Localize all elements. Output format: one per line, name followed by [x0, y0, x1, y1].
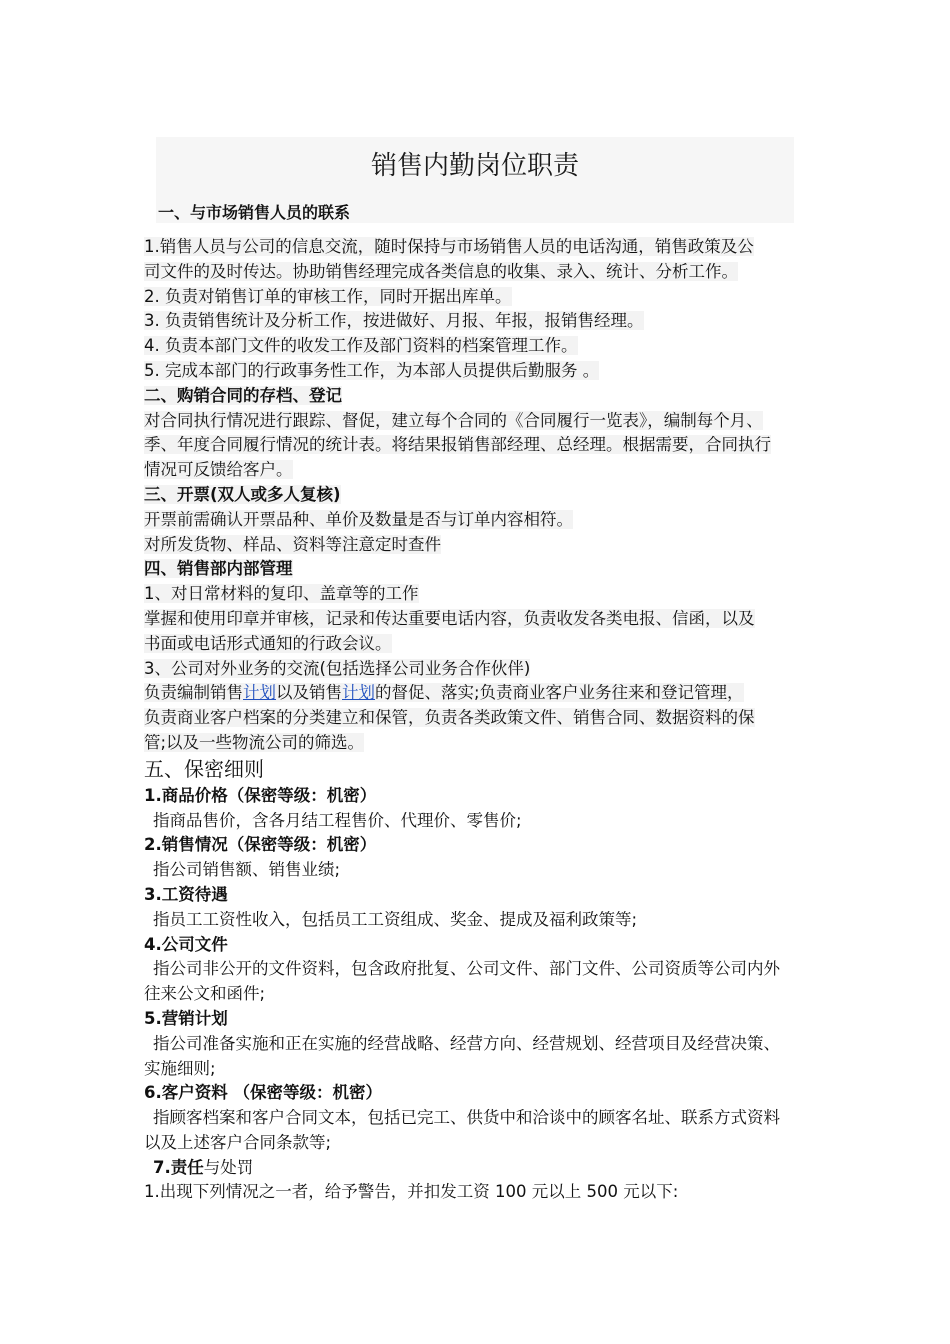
paragraph-line: 3. 负责销售统计及分析工作，按进做好、月报、年报，报销售经理。 — [144, 311, 644, 331]
paragraph-line: 季、年度合同履行情况的统计表。将结果报销售部经理、总经理。根据需要，合同执行 — [144, 435, 771, 455]
item-description: 以及上述客户合同条款等; — [144, 1132, 332, 1152]
item-description: 指商品售价，含各月结工程售价、代理价、零售价; — [153, 810, 522, 830]
title-block — [156, 137, 794, 223]
item-title: 6.客户资料 （保密等级：机密） — [144, 1083, 382, 1103]
item-description: 指公司准备实施和正在实施的经营战略、经营方向、经营规划、经营项目及经营决策、 — [153, 1033, 780, 1053]
item-title: 1.商品价格（保密等级：机密） — [144, 785, 377, 805]
paragraph-line: 对合同执行情况进行跟踪、督促，建立每个合同的《合同履行一览表》，编制每个月、 — [144, 410, 763, 430]
paragraph-line: 2. 负责对销售订单的审核工作，同时开据出库单。 — [144, 286, 512, 306]
paragraph-line: 书面或电话形式通知的行政会议。 — [144, 633, 392, 653]
paragraph-line: 负责商业客户档案的分类建立和保管，负责各类政策文件、销售合同、数据资料的保 — [144, 708, 755, 728]
item-description: 指公司非公开的文件资料，包含政府批复、公司文件、部门文件、公司资质等公司内外 — [153, 959, 780, 979]
paragraph-line: 开票前需确认开票品种、单价及数量是否与订单内容相符。 — [144, 509, 573, 529]
item-title-plain: 与处罚 — [203, 1157, 254, 1177]
item-title: 2.销售情况（保密等级：机密） — [144, 835, 377, 855]
page-title: 销售内勤岗位职责 — [370, 151, 579, 181]
item-title — [144, 1156, 810, 1181]
plan-link[interactable]: 计划 — [243, 683, 276, 703]
section-2-heading: 二、购销合同的存档、登记 — [144, 385, 342, 405]
paragraph-line: 司文件的及时传达。协助销售经理完成各类信息的收集、录入、统计、分析工作。 — [144, 261, 738, 281]
item-description: 往来公文和函件; — [144, 984, 266, 1004]
paragraph-line: 掌握和使用印章并审核，记录和传达重要电话内容，负责收发各类电报、信函，以及 — [144, 608, 755, 628]
plan-link[interactable]: 计划 — [342, 683, 375, 703]
item-title: 4.公司文件 — [144, 934, 228, 954]
subitem-heading: 1、对日常材料的复印、盖章等的工作 — [144, 584, 419, 604]
text-fragment: 的督促、落实;负责商业客户业务往来和登记管理， — [375, 683, 744, 703]
text-fragment: 负责编制销售 — [144, 683, 243, 703]
text-fragment: 以及销售 — [276, 683, 342, 703]
paragraph-line: 5. 完成本部门的行政事务性工作，为本部人员提供后勤服务 。 — [144, 360, 600, 380]
paragraph-line: 1.销售人员与公司的信息交流，随时保持与市场销售人员的电话沟通，销售政策及公 — [144, 237, 754, 256]
penalty-line: 1.出现下列情况之一者，给予警告，并扣发工资 100 元以上 500 元以下: — [144, 1182, 679, 1202]
paragraph-line: 对所发货物、样品、资料等注意定时查件 — [144, 534, 441, 554]
section-4-heading: 四、销售部内部管理 — [144, 559, 293, 579]
item-title: 5.营销计划 — [144, 1008, 228, 1028]
document-body — [144, 235, 810, 1205]
item-description: 指顾客档案和客户合同文本，包括已完工、供货中和洽谈中的顾客名址、联系方式资料 — [153, 1108, 780, 1128]
paragraph-line: 情况可反馈给客户。 — [144, 460, 293, 480]
paragraph-line: 管;以及一些物流公司的筛选。 — [144, 732, 365, 752]
item-title: 3.工资待遇 — [144, 884, 228, 904]
section-3-heading: 三、开票(双人或多人复核) — [144, 484, 341, 504]
paragraph-line — [144, 681, 810, 706]
item-description: 指员工工资性收入，包括员工工资组成、奖金、提成及福利政策等; — [153, 909, 638, 929]
subitem-heading: 3、公司对外业务的交流(包括选择公司业务合作伙伴) — [144, 658, 531, 678]
section-1-heading: 一、与市场销售人员的联系 — [158, 203, 351, 222]
section-5-heading: 五、保密细则 — [144, 756, 264, 781]
item-description: 指公司销售额、销售业绩; — [153, 860, 341, 880]
paragraph-line: 4. 负责本部门文件的收发工作及部门资料的档案管理工作。 — [144, 336, 578, 356]
item-description: 实施细则; — [144, 1058, 216, 1078]
item-title-bold: 7.责任 — [153, 1157, 204, 1177]
